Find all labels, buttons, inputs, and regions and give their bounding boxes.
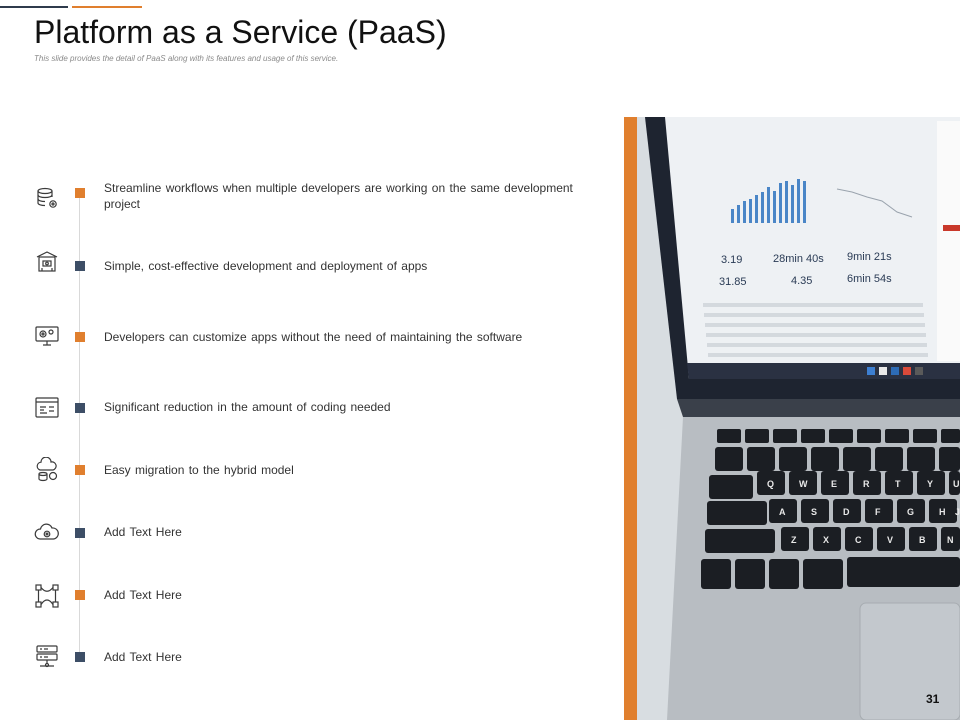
laptop-illustration <box>637 117 960 720</box>
feature-text: Easy migration to the hybrid model <box>104 463 294 477</box>
code-window-icon <box>34 395 60 421</box>
feature-marker <box>75 261 85 271</box>
svg-text:J: J <box>955 507 960 517</box>
cloud-database-icon <box>34 457 60 483</box>
svg-text:S: S <box>811 507 818 517</box>
screen-metric: 9min 21s <box>847 251 892 263</box>
header-accent-line-dark <box>0 6 68 8</box>
screen-metric: 31.85 <box>719 276 747 288</box>
laptop-photo <box>624 117 960 720</box>
photo-accent-stripe <box>624 117 637 720</box>
svg-text:Y: Y <box>927 479 934 489</box>
feature-item <box>0 322 600 362</box>
feature-item <box>0 252 600 292</box>
slide-title: Platform as a Service (PaaS) <box>34 14 447 50</box>
svg-text:Z: Z <box>791 535 797 545</box>
feature-marker <box>75 465 85 475</box>
database-gear-icon <box>34 185 60 211</box>
svg-text:W: W <box>799 479 808 489</box>
screen-metric: 4.35 <box>791 275 813 287</box>
svg-text:N: N <box>947 535 954 545</box>
feature-marker <box>75 332 85 342</box>
svg-text:H: H <box>939 507 946 517</box>
feature-item <box>0 392 600 432</box>
building-money-icon <box>34 249 60 275</box>
feature-text: Add Text Here <box>104 588 182 602</box>
svg-text:E: E <box>831 479 838 489</box>
feature-item <box>0 456 600 496</box>
screen-metric: 28min 40s <box>773 253 824 265</box>
feature-item <box>0 180 600 220</box>
svg-text:A: A <box>779 507 786 517</box>
laptop-trackpad <box>860 603 960 720</box>
feature-marker <box>75 528 85 538</box>
svg-text:T: T <box>895 479 901 489</box>
feature-text: Add Text Here <box>104 525 182 539</box>
page-number: 31 <box>926 692 940 706</box>
svg-text:D: D <box>843 507 850 517</box>
laptop-screen <box>665 117 960 379</box>
feature-item <box>0 580 600 620</box>
feature-text: Developers can customize apps without the need of maintaining the software <box>104 330 523 344</box>
screen-metric: 6min 54s <box>847 273 892 285</box>
laptop-hinge <box>677 399 960 417</box>
feature-item <box>0 642 600 682</box>
keyboard-function-row <box>717 429 960 443</box>
slide-subtitle: This slide provides the detail of PaaS along with its features and usage of this service. <box>34 54 339 63</box>
feature-marker <box>75 590 85 600</box>
header-accent-line-orange <box>72 6 142 8</box>
screen-side-window <box>937 121 960 361</box>
svg-text:C: C <box>855 535 862 545</box>
screen-metric: 3.19 <box>721 254 743 266</box>
monitor-gear-icon <box>34 323 60 349</box>
feature-item <box>0 518 600 558</box>
svg-text:F: F <box>875 507 881 517</box>
cloud-gear-icon <box>34 520 60 546</box>
server-stack-icon <box>34 644 60 670</box>
svg-text:G: G <box>907 507 915 517</box>
feature-text: Significant reduction in the amount of coding needed <box>104 400 391 414</box>
feature-text: Add Text Here <box>104 650 182 664</box>
svg-text:Q: Q <box>767 479 775 489</box>
feature-marker <box>75 652 85 662</box>
svg-text:U: U <box>953 479 960 489</box>
svg-text:B: B <box>919 535 926 545</box>
svg-text:V: V <box>887 535 894 545</box>
feature-marker <box>75 188 85 198</box>
svg-text:X: X <box>823 535 830 545</box>
svg-text:R: R <box>863 479 870 489</box>
keyboard-modifier-row <box>701 557 960 589</box>
feature-text: Streamline workflows when multiple developers are working on the same development project <box>104 181 573 211</box>
keyboard-number-row <box>715 447 960 471</box>
feature-marker <box>75 403 85 413</box>
network-nodes-icon <box>34 583 60 609</box>
feature-text: Simple, cost-effective development and deployment of apps <box>104 259 428 273</box>
